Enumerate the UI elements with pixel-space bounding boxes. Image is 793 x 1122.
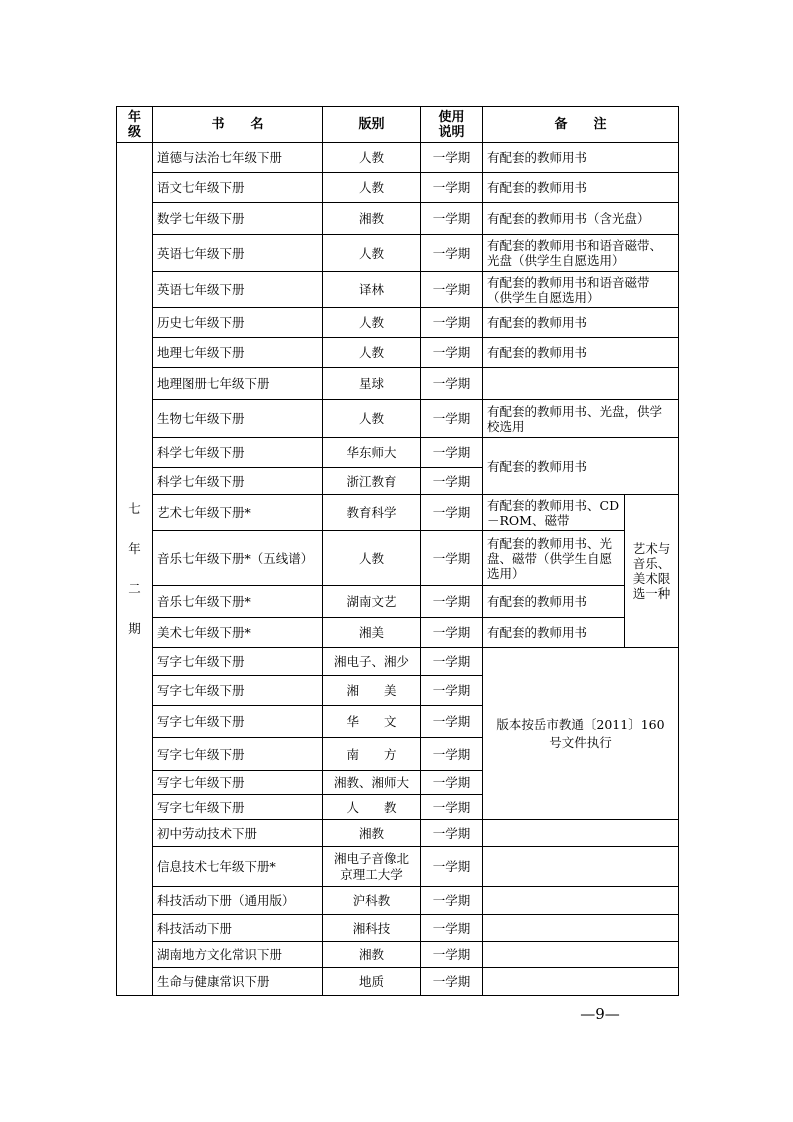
book-edition: 湘 美 bbox=[323, 676, 421, 706]
book-name: 写字七年级下册 bbox=[153, 706, 323, 738]
book-usage: 一学期 bbox=[421, 272, 483, 308]
book-edition: 湘科技 bbox=[323, 915, 421, 942]
book-edition: 湘教 bbox=[323, 203, 421, 235]
book-note: 有配套的教师用书 bbox=[483, 338, 679, 368]
book-name: 写字七年级下册 bbox=[153, 795, 323, 820]
book-usage: 一学期 bbox=[421, 308, 483, 338]
book-usage: 一学期 bbox=[421, 847, 483, 887]
book-usage: 一学期 bbox=[421, 400, 483, 438]
book-note: 有配套的教师用书和语音磁带（供学生自愿选用） bbox=[483, 272, 679, 308]
table-row bbox=[117, 648, 679, 676]
book-usage: 一学期 bbox=[421, 338, 483, 368]
table-row bbox=[117, 438, 679, 468]
book-edition: 湖南文艺 bbox=[323, 586, 421, 618]
header-row bbox=[117, 107, 679, 143]
grade-char: 年 bbox=[128, 541, 141, 556]
book-name: 语文七年级下册 bbox=[153, 173, 323, 203]
book-name: 数学七年级下册 bbox=[153, 203, 323, 235]
table-row bbox=[117, 400, 679, 438]
table-row bbox=[117, 820, 679, 847]
book-name: 道德与法治七年级下册 bbox=[153, 143, 323, 173]
book-edition: 湘教 bbox=[323, 942, 421, 968]
book-edition: 沪科教 bbox=[323, 887, 421, 915]
book-edition: 湘美 bbox=[323, 618, 421, 648]
page-number: —9— bbox=[580, 1005, 620, 1023]
book-note: 有配套的教师用书 bbox=[483, 308, 679, 338]
book-name: 信息技术七年级下册* bbox=[153, 847, 323, 887]
book-edition: 人 教 bbox=[323, 795, 421, 820]
book-edition: 华 文 bbox=[323, 706, 421, 738]
table-row bbox=[117, 235, 679, 272]
book-usage: 一学期 bbox=[421, 887, 483, 915]
book-usage: 一学期 bbox=[421, 438, 483, 468]
book-note: 有配套的教师用书 bbox=[483, 586, 625, 618]
header-note: 备 注 bbox=[483, 107, 679, 143]
grade-char: 七 bbox=[128, 501, 141, 516]
table-row bbox=[117, 887, 679, 915]
book-edition: 人教 bbox=[323, 143, 421, 173]
book-note: 有配套的教师用书 bbox=[483, 173, 679, 203]
book-name: 科技活动下册 bbox=[153, 915, 323, 942]
book-usage: 一学期 bbox=[421, 706, 483, 738]
book-name: 美术七年级下册* bbox=[153, 618, 323, 648]
book-usage: 一学期 bbox=[421, 143, 483, 173]
book-name: 写字七年级下册 bbox=[153, 676, 323, 706]
book-usage: 一学期 bbox=[421, 820, 483, 847]
table-row bbox=[117, 968, 679, 996]
table-row bbox=[117, 942, 679, 968]
grade-char: 二 bbox=[128, 581, 141, 596]
book-note: 有配套的教师用书、光盘、磁带（供学生自愿选用） bbox=[483, 531, 625, 586]
book-usage: 一学期 bbox=[421, 586, 483, 618]
book-edition: 教育科学 bbox=[323, 495, 421, 531]
book-note bbox=[483, 847, 679, 887]
table-row bbox=[117, 531, 679, 586]
book-edition: 湘电子、湘少 bbox=[323, 648, 421, 676]
book-usage: 一学期 bbox=[421, 771, 483, 795]
book-usage: 一学期 bbox=[421, 942, 483, 968]
book-usage: 一学期 bbox=[421, 468, 483, 495]
book-note bbox=[483, 968, 679, 996]
textbook-table bbox=[116, 106, 679, 996]
book-edition: 南 方 bbox=[323, 738, 421, 771]
table-row bbox=[117, 847, 679, 887]
book-usage: 一学期 bbox=[421, 235, 483, 272]
table-row bbox=[117, 586, 679, 618]
header-grade: 年级 bbox=[117, 107, 153, 143]
book-edition: 浙江教育 bbox=[323, 468, 421, 495]
grade-cell bbox=[117, 143, 153, 996]
grade-char: 期 bbox=[128, 621, 141, 636]
table-row bbox=[117, 618, 679, 648]
table-row bbox=[117, 308, 679, 338]
book-usage: 一学期 bbox=[421, 495, 483, 531]
book-name: 写字七年级下册 bbox=[153, 648, 323, 676]
book-edition: 人教 bbox=[323, 235, 421, 272]
book-usage: 一学期 bbox=[421, 531, 483, 586]
header-edition: 版别 bbox=[323, 107, 421, 143]
book-note bbox=[483, 942, 679, 968]
book-note: 有配套的教师用书、CD－ROM、磁带 bbox=[483, 495, 625, 531]
book-note: 有配套的教师用书（含光盘） bbox=[483, 203, 679, 235]
book-edition: 人教 bbox=[323, 173, 421, 203]
book-note bbox=[483, 820, 679, 847]
book-name: 科学七年级下册 bbox=[153, 438, 323, 468]
book-name: 生命与健康常识下册 bbox=[153, 968, 323, 996]
table-row bbox=[117, 143, 679, 173]
table-row bbox=[117, 272, 679, 308]
arts-choice-note: 艺术与音乐、美术限选一种 bbox=[625, 495, 679, 648]
science-note: 有配套的教师用书 bbox=[483, 438, 679, 495]
book-usage: 一学期 bbox=[421, 173, 483, 203]
book-note: 有配套的教师用书 bbox=[483, 618, 625, 648]
book-edition: 华东师大 bbox=[323, 438, 421, 468]
textbook-table-container bbox=[116, 106, 678, 999]
book-usage: 一学期 bbox=[421, 618, 483, 648]
book-edition: 译林 bbox=[323, 272, 421, 308]
book-name: 初中劳动技术下册 bbox=[153, 820, 323, 847]
writing-note: 版本按岳市教通〔2011〕160号文件执行 bbox=[483, 648, 679, 820]
book-name: 科技活动下册（通用版） bbox=[153, 887, 323, 915]
book-usage: 一学期 bbox=[421, 968, 483, 996]
book-note: 有配套的教师用书、光盘，供学校选用 bbox=[483, 400, 679, 438]
book-name: 地理图册七年级下册 bbox=[153, 368, 323, 400]
book-edition: 星球 bbox=[323, 368, 421, 400]
book-usage: 一学期 bbox=[421, 368, 483, 400]
header-title: 书 名 bbox=[153, 107, 323, 143]
book-name: 地理七年级下册 bbox=[153, 338, 323, 368]
book-name: 湖南地方文化常识下册 bbox=[153, 942, 323, 968]
book-usage: 一学期 bbox=[421, 915, 483, 942]
book-note bbox=[483, 915, 679, 942]
table-row bbox=[117, 368, 679, 400]
book-note bbox=[483, 887, 679, 915]
book-usage: 一学期 bbox=[421, 676, 483, 706]
book-edition: 地质 bbox=[323, 968, 421, 996]
table-row bbox=[117, 203, 679, 235]
book-name: 艺术七年级下册* bbox=[153, 495, 323, 531]
book-name: 写字七年级下册 bbox=[153, 771, 323, 795]
book-edition: 湘电子音像北京理工大学 bbox=[323, 847, 421, 887]
header-usage: 使用说明 bbox=[421, 107, 483, 143]
book-edition: 湘教 bbox=[323, 820, 421, 847]
book-note: 有配套的教师用书 bbox=[483, 143, 679, 173]
book-edition: 湘教、湘师大 bbox=[323, 771, 421, 795]
book-edition: 人教 bbox=[323, 308, 421, 338]
table-row bbox=[117, 915, 679, 942]
book-edition: 人教 bbox=[323, 400, 421, 438]
book-name: 音乐七年级下册* bbox=[153, 586, 323, 618]
book-name: 科学七年级下册 bbox=[153, 468, 323, 495]
book-note: 有配套的教师用书和语音磁带、光盘（供学生自愿选用） bbox=[483, 235, 679, 272]
book-name: 写字七年级下册 bbox=[153, 738, 323, 771]
table-row bbox=[117, 338, 679, 368]
book-usage: 一学期 bbox=[421, 203, 483, 235]
book-edition: 人教 bbox=[323, 338, 421, 368]
book-note bbox=[483, 368, 679, 400]
book-usage: 一学期 bbox=[421, 795, 483, 820]
book-name: 英语七年级下册 bbox=[153, 272, 323, 308]
book-edition: 人教 bbox=[323, 531, 421, 586]
book-usage: 一学期 bbox=[421, 648, 483, 676]
book-name: 音乐七年级下册*（五线谱） bbox=[153, 531, 323, 586]
book-name: 历史七年级下册 bbox=[153, 308, 323, 338]
table-row bbox=[117, 495, 679, 531]
book-usage: 一学期 bbox=[421, 738, 483, 771]
book-name: 生物七年级下册 bbox=[153, 400, 323, 438]
table-row bbox=[117, 173, 679, 203]
book-name: 英语七年级下册 bbox=[153, 235, 323, 272]
